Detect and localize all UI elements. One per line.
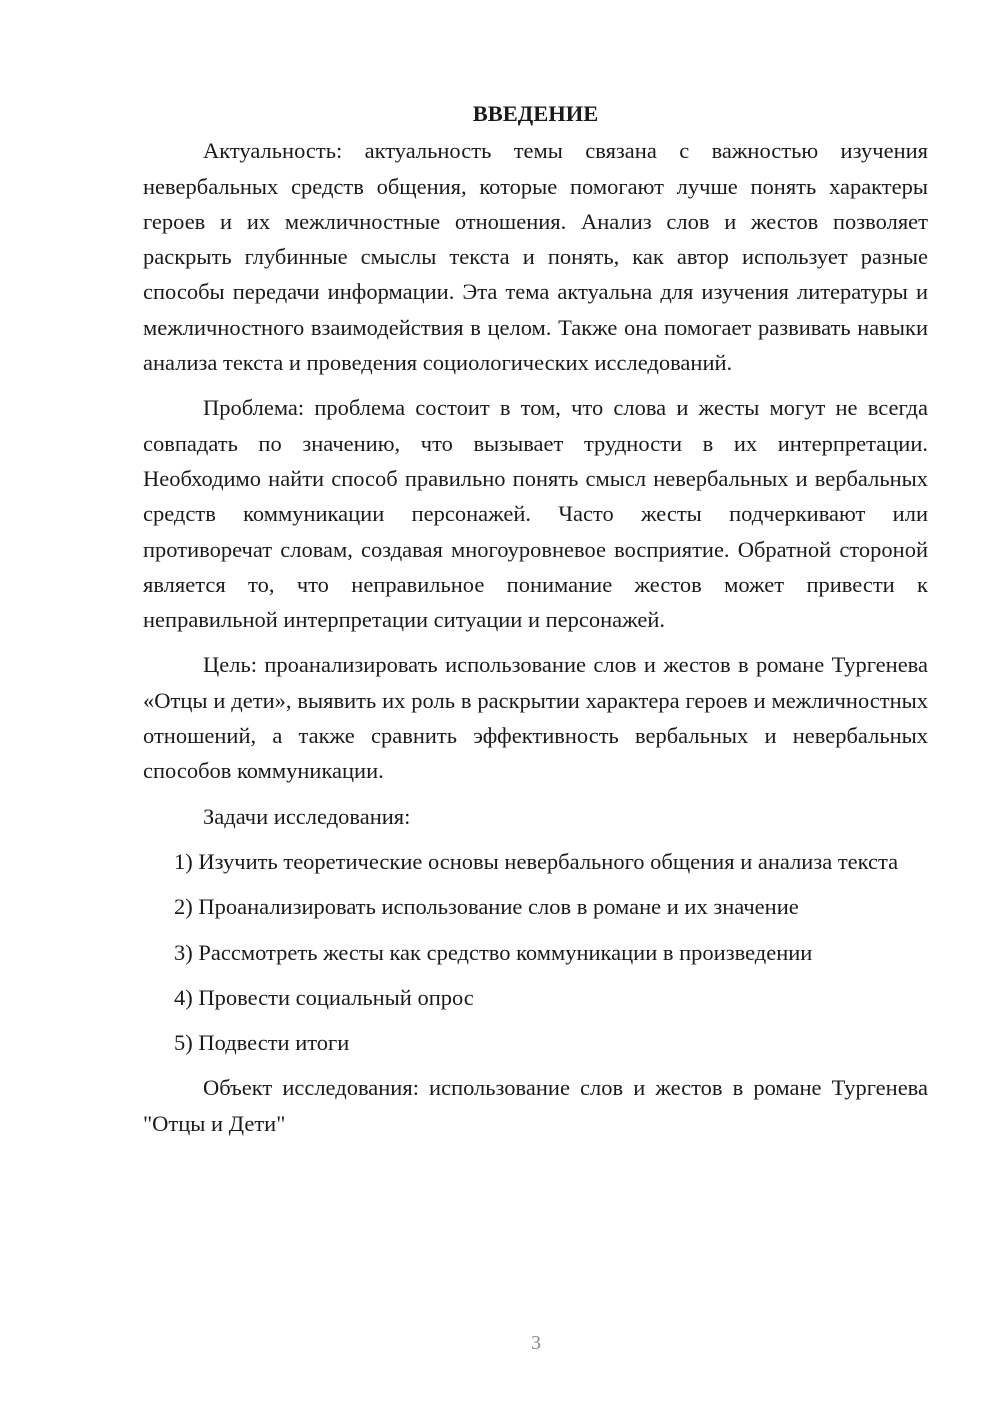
task-item: 4) Провести социальный опрос	[174, 984, 474, 1010]
goal-paragraph: Цель: проанализировать использование слов и жестов в романе Тургенева «Отцы и дети», выявить их роль в раскрытии характера героев и межличностных отношений, а также сравнить эффективность вербальных и невербальных способов коммуникации.	[143, 652, 928, 784]
task-item: 3) Рассмотреть жесты как средство коммуникации в произведении	[174, 939, 813, 965]
page-body	[143, 96, 928, 1151]
task-item: 2) Проанализировать использование слов в романе и их значение	[174, 894, 799, 920]
page-heading: ВВЕДЕНИЕ	[472, 101, 599, 126]
task-item: 1) Изучить теоретические основы невербального общения и анализа текста	[174, 848, 899, 874]
tasks-title: Задачи исследования:	[203, 803, 411, 829]
relevance-paragraph: Актуальность: актуальность темы связана с важностью изучения невербальных средств общения, которые помогают лучше понять характеры героев и их межличностные отношения. Анализ слов и жестов позволяет раскрыть глубинные смыслы текста и понять, как автор использует разные способы передачи информации. Эта тема актуальна для изучения литературы и межличностного взаимодействия в целом. Также она помогает развивать навыки анализа текста и проведения социологических исследований.	[143, 138, 928, 376]
problem-paragraph: Проблема: проблема состоит в том, что слова и жесты могут не всегда совпадать по значению, что вызывает трудности в их интерпретации. Необходимо найти способ правильно понять смысл невербальных и вербальных средств коммуникации персонажей. Часто жесты подчеркивают или противоречат словам, создавая многоуровневое восприятие. Обратной стороной является то, что неправильное понимание жестов может привести к неправильной интерпретации ситуации и персонажей.	[143, 395, 928, 633]
task-item: 5) Подвести итоги	[174, 1030, 350, 1056]
object-paragraph: Объект исследования: использование слов и жестов в романе Тургенева "Отцы и Дети"	[143, 1075, 928, 1136]
page-number: 3	[531, 1332, 541, 1354]
